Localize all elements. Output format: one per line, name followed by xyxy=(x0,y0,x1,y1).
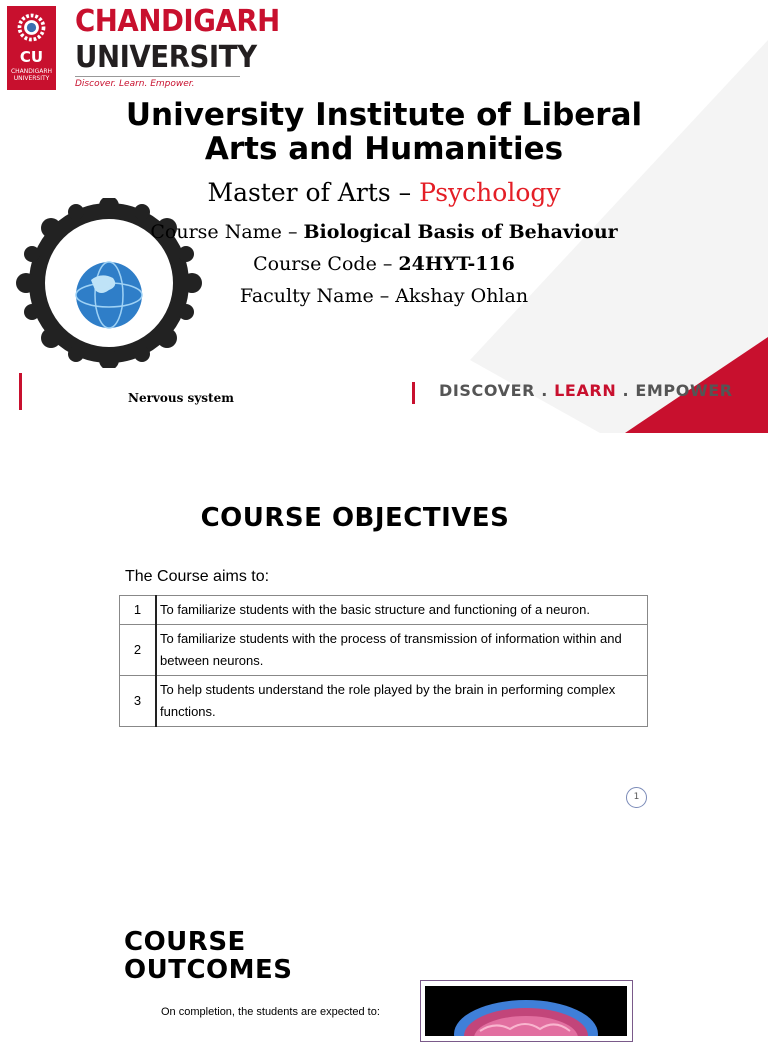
program-prefix: Master of Arts – xyxy=(207,178,412,207)
logo-badge-text: CU xyxy=(19,48,44,66)
brand-name-line1: CHANDIGARH xyxy=(75,4,280,39)
slogan-empower: . EMPOWER xyxy=(616,381,733,400)
row-text: To familiarize students with the process of transmission of information within and between neurons. xyxy=(156,625,648,676)
course-code xyxy=(0,253,768,275)
faculty-name: Faculty Name – Akshay Ohlan xyxy=(239,285,529,307)
table-row xyxy=(120,625,648,676)
slogan-learn: LEARN xyxy=(554,381,617,400)
row-number: 2 xyxy=(120,625,157,676)
course-code-label: Course Code – xyxy=(253,253,393,275)
row-number: 1 xyxy=(120,596,157,625)
page-number-badge: 1 xyxy=(626,787,647,808)
objectives-table xyxy=(119,595,648,727)
logo-badge-subtext: CHANDIGARH UNIVERSITY xyxy=(10,68,53,82)
slogan xyxy=(439,381,733,400)
outcomes-title xyxy=(124,928,293,984)
row-text: To familiarize students with the basic structure and functioning of a neuron. xyxy=(156,596,648,625)
title-slide xyxy=(0,0,768,433)
institute-title: University Institute of Liberal Arts and Humanities xyxy=(125,97,643,167)
outcomes-title-line1: COURSE xyxy=(124,927,246,957)
brand-divider xyxy=(75,76,240,77)
accent-bar-right xyxy=(412,382,415,404)
program-accent: Psychology xyxy=(419,178,561,207)
logo-emblem-icon xyxy=(13,9,50,46)
course-name xyxy=(0,221,768,243)
course-code-value: 24HYT-116 xyxy=(398,253,515,275)
objectives-title: COURSE OBJECTIVES xyxy=(200,503,510,533)
brain-image xyxy=(425,986,627,1036)
course-name-label: Course Name – xyxy=(150,221,298,243)
accent-bar-left xyxy=(19,373,22,410)
table-row xyxy=(120,676,648,727)
brand-tagline: Discover. Learn. Empower. xyxy=(75,79,195,89)
image-caption: Nervous system xyxy=(128,391,234,405)
brand-name-line2: UNIVERSITY xyxy=(75,40,257,75)
table-row xyxy=(120,596,648,625)
objectives-intro: The Course aims to: xyxy=(125,568,270,585)
outcomes-intro: On completion, the students are expected to: xyxy=(161,1006,380,1018)
row-number: 3 xyxy=(120,676,157,727)
row-text: To help students understand the role played by the brain in performing complex functions. xyxy=(156,676,648,727)
course-name-value: Biological Basis of Behaviour xyxy=(303,221,618,243)
outcomes-title-line2: OUTCOMES xyxy=(124,955,293,985)
slogan-discover: DISCOVER . xyxy=(439,381,555,400)
brain-icon xyxy=(425,986,627,1036)
